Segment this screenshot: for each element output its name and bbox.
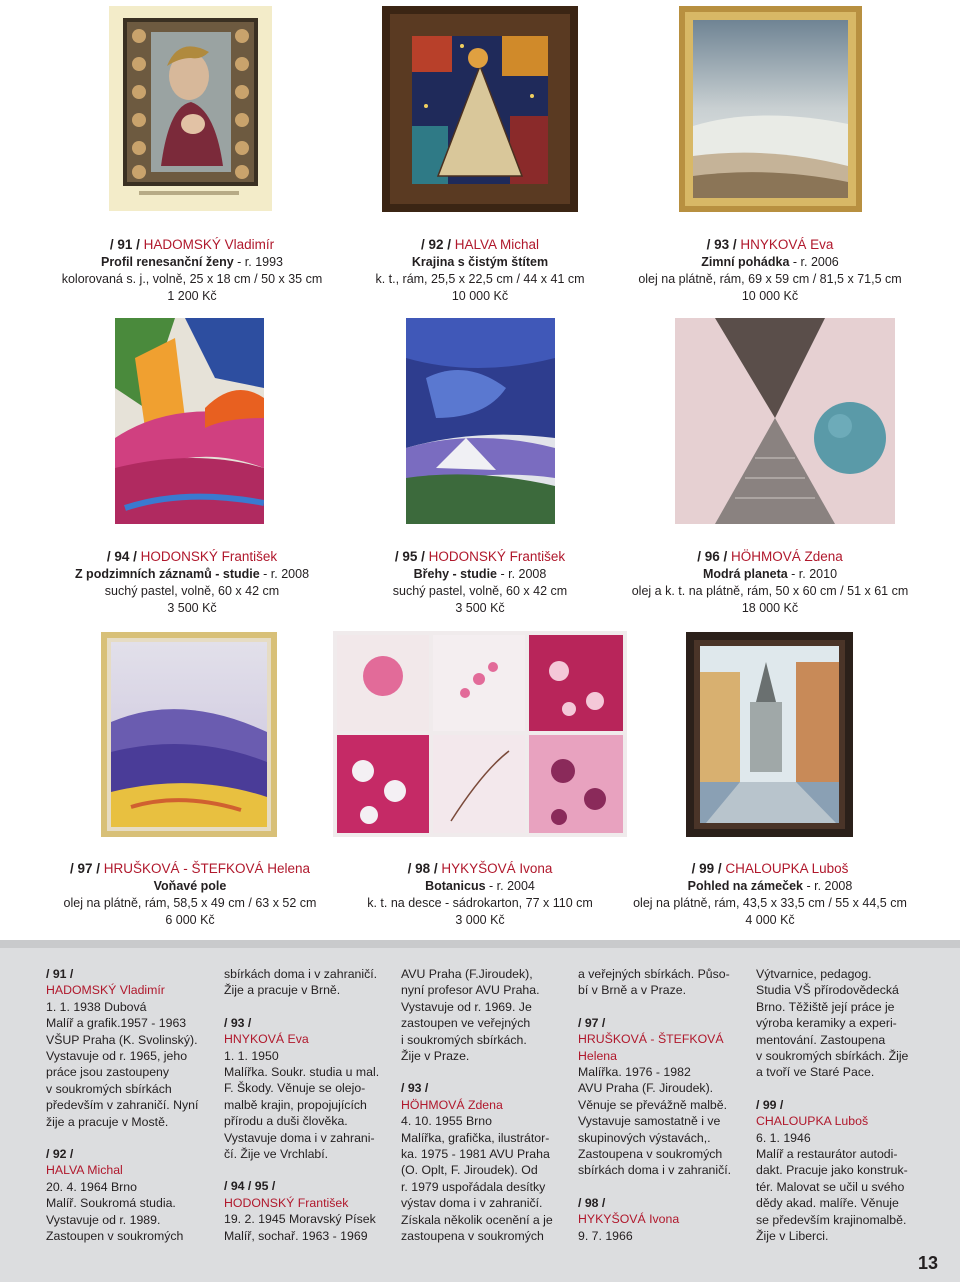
bio-text-line: Věnuje se převážně malbě.: [578, 1097, 728, 1112]
bio-text-line: 1. 1. 1938 Dubová: [46, 999, 147, 1014]
bio-text-line: Vystavuje od r. 1969. Je: [401, 999, 532, 1014]
artwork-technique: olej na plátně, rám, 69 x 59 cm / 81,5 x 71,5 cm: [638, 272, 902, 286]
bio-text-line: 20. 4. 1964 Brno: [46, 1179, 137, 1194]
bio-text-line: žije a pracuje v Mostě.: [46, 1114, 169, 1129]
bio-text-line: r. 1979 uspořádala desítky: [401, 1179, 546, 1194]
bio-text-line: Zastoupen v soukromých: [46, 1229, 184, 1244]
bio-spacer: [224, 1162, 394, 1178]
artwork-price: 3 000 Kč: [455, 913, 505, 927]
bio-spacer: [756, 1081, 926, 1097]
artwork-title: Krajina s čistým štítem: [411, 255, 549, 269]
item-number: / 97 /: [69, 861, 100, 876]
item-number: / 95 /: [394, 549, 425, 564]
bio-number: / 92 /: [46, 1147, 74, 1162]
artwork-title: Břehy - studie: [413, 567, 497, 581]
artwork-94-image[interactable]: [115, 318, 264, 524]
item-number: / 92 /: [420, 237, 451, 252]
bio-number: / 93 /: [401, 1081, 429, 1096]
bio-text-line: Získala několik ocenění a je: [401, 1212, 553, 1227]
bio-text-line: nyní profesor AVU Praha.: [401, 983, 540, 998]
bio-number: / 99 /: [756, 1097, 784, 1112]
bio-text-line: a tvoří ve Staré Pace.: [756, 1065, 875, 1080]
bio-spacer: [401, 1064, 571, 1080]
artwork-title: Voňavé pole: [153, 879, 227, 893]
artwork-95-image[interactable]: [406, 318, 555, 524]
bio-spacer: [46, 1130, 216, 1146]
bio-artist-name: HADOMSKÝ Vladimír: [46, 983, 165, 998]
bio-text-line: sbírkách doma i v zahraničí.: [578, 1163, 732, 1178]
bio-text-line: i soukromých sbírkách.: [401, 1032, 527, 1047]
artwork-price: 3 500 Kč: [455, 601, 505, 615]
bio-column-4: [578, 966, 748, 1244]
artwork-91-image[interactable]: [109, 6, 272, 211]
artwork-price: 4 000 Kč: [745, 913, 795, 927]
bio-text-line: Studia VŠ přírodovědecká: [756, 983, 899, 998]
bio-number: / 91 /: [46, 967, 74, 981]
bio-text-line: bí v Brně a v Praze.: [578, 983, 686, 998]
bio-spacer: [224, 999, 394, 1015]
artwork-year: - r. 2010: [787, 567, 838, 581]
artist-name: CHALOUPKA Luboš: [725, 861, 849, 876]
artwork-title: Modrá planeta: [702, 567, 788, 581]
caption-97: [30, 860, 350, 929]
artwork-year: - r. 2008: [259, 567, 310, 581]
artwork-technique: suchý pastel, volně, 60 x 42 cm: [104, 584, 280, 598]
caption-98: [320, 860, 640, 929]
bio-number: / 93 /: [224, 1015, 252, 1030]
bio-number: / 98 /: [578, 1195, 606, 1210]
bio-text-line: Malíř. Soukromá studia.: [46, 1196, 176, 1211]
bio-text-line: výroba keramiky a experi-: [756, 1016, 897, 1031]
artwork-title: Botanicus: [425, 879, 486, 893]
artwork-price: 3 500 Kč: [167, 601, 217, 615]
artwork-year: - r. 2006: [789, 255, 839, 269]
bio-text-line: skupinových výstavách,.: [578, 1130, 711, 1145]
bio-artist-name: CHALOUPKA Luboš: [756, 1114, 869, 1129]
caption-99: [610, 860, 930, 929]
bio-text-line: výstav doma i v zahraničí.: [401, 1196, 543, 1211]
bio-text-line: Zastoupena v soukromých: [578, 1147, 723, 1162]
caption-92: [320, 236, 640, 305]
artwork-technique: olej na plátně, rám, 43,5 x 33,5 cm / 55 x 44,5 cm: [633, 896, 907, 910]
bio-text-line: Vystavuje samostatně i ve: [578, 1114, 721, 1129]
artist-name: HODONSKÝ František: [140, 549, 278, 564]
caption-94: [32, 548, 352, 617]
artwork-96-image[interactable]: [675, 318, 895, 524]
caption-93: [610, 236, 930, 305]
bio-text-line: 4. 10. 1955 Brno: [401, 1114, 492, 1129]
bio-text-line: Malíř a restaurátor autodi-: [756, 1147, 898, 1162]
bio-text-line: Vystavuje od r. 1965, jeho: [46, 1049, 188, 1064]
bio-text-line: mentování. Zastoupena: [756, 1032, 886, 1047]
item-number: / 91 /: [109, 237, 140, 252]
bio-artist-name: HRUŠKOVÁ - ŠTEFKOVÁ Helena: [578, 1032, 724, 1063]
bio-text-line: 1. 1. 1950: [224, 1048, 279, 1063]
bio-text-line: malbě krajin, propojujících: [224, 1097, 367, 1112]
artwork-technique: olej a k. t. na plátně, rám, 50 x 60 cm / 51 x 61 cm: [631, 584, 909, 598]
artist-name: HYKYŠOVÁ Ivona: [441, 861, 553, 876]
artwork-price: 6 000 Kč: [165, 913, 215, 927]
bio-text-line: se především krajinomalbě.: [756, 1212, 907, 1227]
artist-name: HNYKOVÁ Eva: [740, 237, 834, 252]
bio-text-line: a veřejných sbírkách. Půso-: [578, 967, 730, 981]
biographies-panel: [0, 940, 960, 1282]
artist-name: HODONSKÝ František: [428, 549, 566, 564]
bio-text-line: Malíř a grafik.1957 - 1963: [46, 1016, 187, 1031]
bio-text-line: 6. 1. 1946: [756, 1130, 811, 1145]
item-number: / 94 /: [106, 549, 137, 564]
bio-text-line: zastoupen ve veřejných: [401, 1016, 531, 1031]
artwork-97-image[interactable]: [101, 632, 277, 837]
artwork-price: 10 000 Kč: [451, 289, 509, 303]
bio-text-line: Žije v Praze.: [401, 1049, 470, 1064]
bio-text-line: AVU Praha (F.Jiroudek),: [401, 967, 533, 981]
artwork-year: - r. 2004: [485, 879, 535, 893]
bio-text-line: v soukromých sbírkách: [46, 1081, 172, 1096]
bio-text-line: tér. Malovat se učil u svého: [756, 1179, 905, 1194]
bio-text-line: Malířka. 1976 - 1982: [578, 1065, 691, 1080]
bio-column-1: [46, 966, 216, 1245]
artwork-title: Zimní pohádka: [701, 255, 790, 269]
bio-column-3: [401, 966, 571, 1245]
bio-spacer: [578, 999, 748, 1015]
bio-text-line: zastoupena v soukromých: [401, 1229, 544, 1244]
artwork-technique: k. t. na desce - sádrokarton, 77 x 110 cm: [367, 896, 593, 910]
bio-text-line: práce jsou zastoupeny: [46, 1065, 170, 1080]
bio-text-line: přírodu a duši člověka.: [224, 1114, 348, 1129]
bio-text-line: (O. Oplt, F. Jiroudek). Od: [401, 1163, 538, 1178]
bio-text-line: Vystavuje od r. 1989.: [46, 1212, 161, 1227]
bio-text-line: F. Škody. Věnuje se olejo-: [224, 1081, 366, 1096]
bio-artist-name: HODONSKÝ František: [224, 1195, 349, 1210]
bio-artist-name: HYKYŠOVÁ Ivona: [578, 1212, 680, 1227]
bio-artist-name: HNYKOVÁ Eva: [224, 1032, 309, 1047]
bio-text-line: sbírkách doma i v zahraničí.: [224, 967, 378, 981]
artwork-title: Pohled na zámeček: [687, 879, 803, 893]
bio-text-line: VŠUP Praha (K. Svolinský).: [46, 1032, 198, 1047]
bio-text-line: Malíř, sochař. 1963 - 1969: [224, 1228, 368, 1243]
artwork-year: - r. 1993: [233, 255, 284, 269]
artwork-technique: olej na plátně, rám, 58,5 x 49 cm / 63 x 52 cm: [63, 896, 317, 910]
bio-text-line: Žije v Liberci.: [756, 1229, 829, 1244]
bio-column-2: [224, 966, 394, 1244]
artwork-93-image[interactable]: [679, 6, 862, 212]
artwork-technique: suchý pastel, volně, 60 x 42 cm: [392, 584, 568, 598]
bio-text-line: Žije a pracuje v Brně.: [224, 983, 341, 998]
bio-text-line: čí. Žije ve Vrchlabí.: [224, 1147, 329, 1162]
caption-96: [610, 548, 930, 617]
bio-text-line: 9. 7. 1966: [578, 1228, 633, 1243]
artwork-technique: k. t., rám, 25,5 x 22,5 cm / 44 x 41 cm: [375, 272, 585, 286]
bio-text-line: Brno. Těžiště její práce je: [756, 999, 895, 1014]
panel-top-strip: [0, 940, 960, 948]
artwork-92-image[interactable]: [382, 6, 578, 212]
bio-text-line: ka. 1975 - 1981 AVU Praha: [401, 1147, 550, 1162]
bio-text-line: v soukromých sbírkách. Žije: [756, 1049, 909, 1064]
artwork-title: Z podzimních záznamů - studie: [74, 567, 260, 581]
bio-text-line: Vystavuje doma i v zahrani-: [224, 1130, 375, 1145]
artwork-year: - r. 2008: [497, 567, 547, 581]
artist-name: HALVA Michal: [454, 237, 540, 252]
artwork-title: Profil renesanční ženy: [100, 255, 234, 269]
bio-number: / 97 /: [578, 1015, 606, 1030]
artist-name: HRUŠKOVÁ - ŠTEFKOVÁ Helena: [103, 861, 311, 876]
bio-text-line: Výtvarnice, pedagog.: [756, 967, 872, 981]
artist-name: HADOMSKÝ Vladimír: [143, 237, 275, 252]
bio-spacer: [578, 1179, 748, 1195]
artist-name: HÖHMOVÁ Zdena: [731, 549, 843, 564]
bio-artist-name: HALVA Michal: [46, 1163, 123, 1178]
bio-column-5: [756, 966, 926, 1245]
bio-text-line: dakt. Pracuje jako konstruk-: [756, 1163, 908, 1178]
caption-95: [320, 548, 640, 617]
bio-number: / 94 / 95 /: [224, 1179, 276, 1194]
artwork-technique: kolorovaná s. j., volně, 25 x 18 cm / 50 x 35 cm: [61, 272, 323, 286]
artwork-99-image[interactable]: [686, 632, 853, 837]
item-number: / 98 /: [407, 861, 438, 876]
artwork-98-image[interactable]: [333, 631, 627, 837]
caption-91: [32, 236, 352, 305]
bio-text-line: Malířka, grafička, ilustrátor-: [401, 1130, 550, 1145]
bio-text-line: 19. 2. 1945 Moravský Písek: [224, 1212, 376, 1227]
artwork-price: 1 200 Kč: [167, 289, 217, 303]
bio-text-line: především v zahraničí. Nyní: [46, 1098, 199, 1113]
artwork-price: 18 000 Kč: [741, 601, 799, 615]
bio-text-line: dědy akad. malíře. Věnuje: [756, 1196, 899, 1211]
page-number: 13: [917, 1253, 938, 1273]
bio-artist-name: HÖHMOVÁ Zdena: [401, 1097, 503, 1112]
item-number: / 99 /: [691, 861, 722, 876]
item-number: / 96 /: [697, 549, 728, 564]
artwork-price: 10 000 Kč: [741, 289, 799, 303]
item-number: / 93 /: [706, 237, 737, 252]
artwork-year: - r. 2008: [802, 879, 853, 893]
bio-text-line: Malířka. Soukr. studia u mal.: [224, 1065, 380, 1080]
bio-text-line: AVU Praha (F. Jiroudek).: [578, 1081, 714, 1096]
